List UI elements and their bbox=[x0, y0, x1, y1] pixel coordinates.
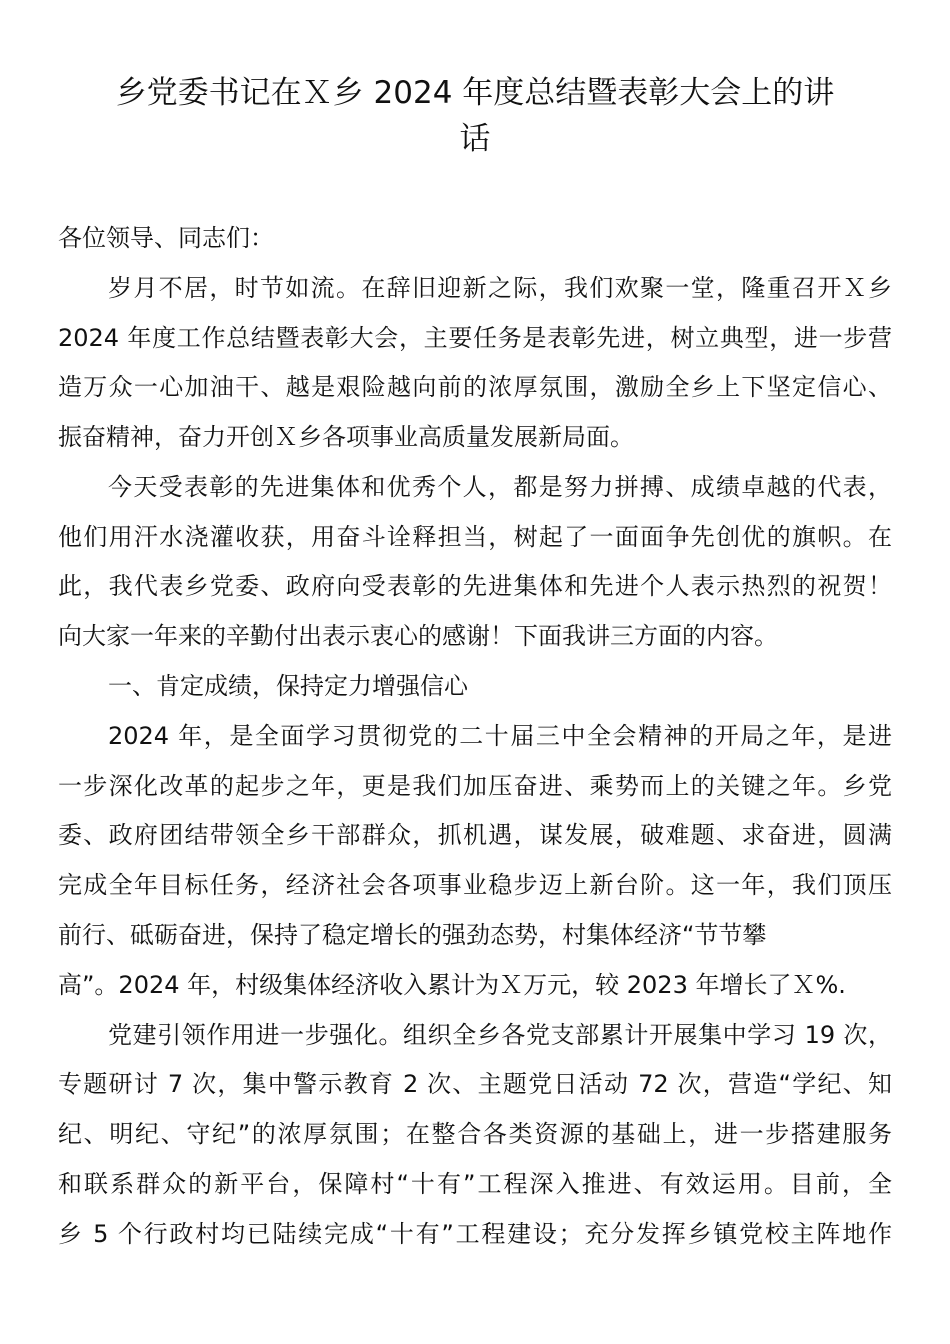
paragraph-line: 专题研讨 7 次，集中警示教育 2 次、主题党日活动 72 次，营造“学纪、知 bbox=[58, 1070, 892, 1098]
paragraph-line: 纪、明纪、守纪”的浓厚氛围；在整合各类资源的基础上，进一步搭建服务 bbox=[58, 1120, 892, 1148]
paragraph-line: 振奋精神，奋力开创Ｘ乡各项事业高质量发展新局面。 bbox=[58, 423, 634, 451]
paragraph-line: 完成全年目标任务，经济社会各项事业稳步迈上新台阶。这一年，我们顶压 bbox=[58, 871, 892, 899]
paragraph-line: 乡 5 个行政村均已陆续完成“十有”工程建设；充分发挥乡镇党校主阵地作 bbox=[58, 1220, 892, 1248]
salutation: 各位领导、同志们： bbox=[58, 224, 274, 252]
paragraph-line: 一步深化改革的起步之年，更是我们加压奋进、乘势而上的关键之年。乡党 bbox=[58, 772, 892, 800]
paragraph-line: 2024 年度工作总结暨表彰大会，主要任务是表彰先进，树立典型，进一步营 bbox=[58, 324, 892, 352]
paragraph-line: 前行、砥砺奋进，保持了稳定增长的强劲态势，村集体经济“节节攀 bbox=[58, 921, 767, 949]
document-title-line-2: 话 bbox=[459, 121, 491, 157]
document-title-line-1: 乡党委书记在Ｘ乡 2024 年度总结暨表彰大会上的讲 bbox=[115, 75, 835, 111]
paragraph-line: 今天受表彰的先进集体和优秀个人，都是努力拼搏、成绩卓越的代表， bbox=[108, 473, 892, 501]
paragraph-line: 高”。2024 年，村级集体经济收入累计为Ｘ万元，较 2023 年增长了Ｘ%. bbox=[58, 971, 846, 999]
paragraph-line: 向大家一年来的辛勤付出表示衷心的感谢！下面我讲三方面的内容。 bbox=[58, 622, 778, 650]
paragraph-line: 岁月不居，时节如流。在辞旧迎新之际，我们欢聚一堂，隆重召开Ｘ乡 bbox=[108, 274, 892, 302]
paragraph-line: 委、政府团结带领全乡干部群众，抓机遇，谋发展，破难题、求奋进，圆满 bbox=[58, 821, 892, 849]
paragraph-line: 2024 年，是全面学习贯彻党的二十届三中全会精神的开局之年，是进 bbox=[108, 722, 892, 750]
paragraph-line: 党建引领作用进一步强化。组织全乡各党支部累计开展集中学习 19 次， bbox=[108, 1021, 892, 1049]
paragraph-line: 此，我代表乡党委、政府向受表彰的先进集体和先进个人表示热烈的祝贺！ bbox=[58, 572, 892, 600]
section-heading: 一、肯定成绩，保持定力增强信心 bbox=[108, 672, 468, 700]
paragraph-line: 他们用汗水浇灌收获，用奋斗诠释担当，树起了一面面争先创优的旗帜。在 bbox=[58, 523, 892, 551]
paragraph-line: 造万众一心加油干、越是艰险越向前的浓厚氛围，激励全乡上下坚定信心、 bbox=[58, 373, 892, 401]
paragraph-line: 和联系群众的新平台，保障村“十有”工程深入推进、有效运用。目前，全 bbox=[58, 1170, 892, 1198]
